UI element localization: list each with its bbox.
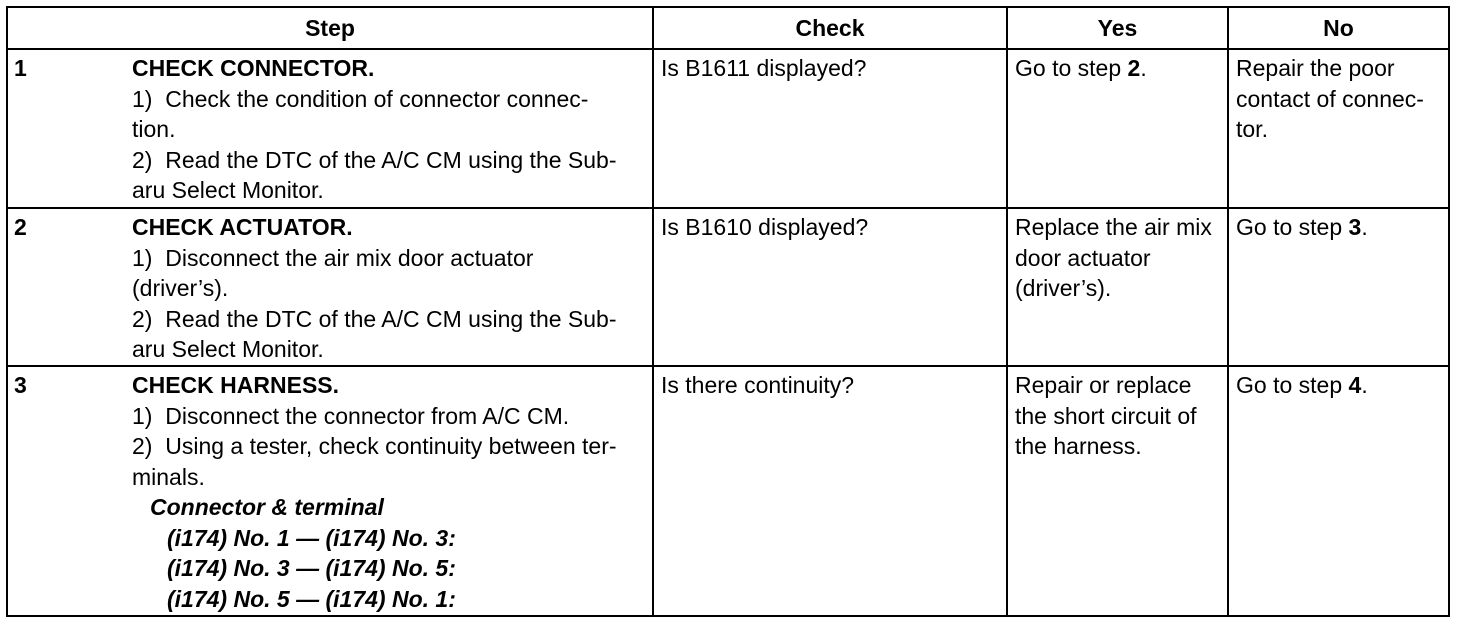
step-line: tion. (132, 116, 176, 142)
step-number: 1 (14, 55, 27, 81)
check-text: Is B1611 displayed? (661, 55, 867, 81)
step-line: 2) Read the DTC of the A/C CM using the Sub- (132, 146, 617, 173)
goto-suffix: . (1361, 214, 1368, 240)
yes-line: Repair or replace (1015, 372, 1192, 398)
step-line: minals. (132, 463, 205, 490)
step-title: CHECK HARNESS. (132, 372, 340, 398)
yes-line: door actuator (1015, 244, 1151, 271)
step-title: CHECK ACTUATOR. (132, 214, 353, 240)
check-cell (653, 208, 1007, 366)
no-cell (1228, 49, 1449, 208)
check-text: Is there continuity? (661, 372, 855, 398)
step-cell (7, 366, 653, 616)
header-yes: Yes (1007, 7, 1228, 49)
spec-heading: Connector & terminal (150, 494, 384, 520)
yes-cell (1007, 49, 1228, 208)
yes-line: (driver’s). (1015, 275, 1112, 301)
yes-cell (1007, 366, 1228, 616)
table-row (7, 49, 1449, 208)
no-text (1229, 50, 1448, 145)
step-line: 2) Using a tester, check continuity between ter- (132, 433, 617, 459)
yes-line: Replace the air mix (1015, 214, 1212, 240)
spec-item: (i174) No. 1 — (i174) No. 3: (167, 524, 456, 551)
check-cell (653, 366, 1007, 616)
table-row (7, 208, 1449, 366)
header-step: Step (7, 7, 653, 49)
step-number: 3 (14, 372, 27, 398)
no-line: contact of connec- (1236, 85, 1424, 112)
yes-text (1008, 50, 1227, 84)
check-text: Is B1610 displayed? (661, 214, 869, 240)
header-check: Check (653, 7, 1007, 49)
step-number: 2 (14, 214, 27, 240)
step-line: 1) Disconnect the connector from A/C CM. (132, 402, 570, 429)
spec-item: (i174) No. 5 — (i174) No. 1: (167, 585, 456, 612)
goto-step-number: 2 (1127, 55, 1141, 81)
step-line: (driver’s). (132, 275, 229, 301)
goto-prefix: Go to step (1236, 214, 1349, 240)
goto-step-number: 4 (1348, 372, 1362, 398)
no-line: Repair the poor (1236, 55, 1395, 81)
yes-cell (1007, 208, 1228, 366)
step-content (132, 53, 652, 206)
yes-line: the harness. (1015, 433, 1142, 459)
header-no: No (1228, 7, 1449, 49)
step-content (132, 212, 652, 365)
step-title: CHECK CONNECTOR. (132, 55, 375, 81)
step-line: 1) Disconnect the air mix door actuator (132, 244, 534, 271)
goto-suffix: . (1140, 55, 1147, 81)
no-text (1229, 209, 1448, 243)
spec-item: (i174) No. 3 — (i174) No. 5: (167, 555, 456, 581)
step-content (132, 370, 652, 614)
step-line: 2) Read the DTC of the A/C CM using the Sub- (132, 305, 617, 332)
yes-text (1008, 367, 1227, 462)
no-text (1229, 367, 1448, 401)
step-line: aru Select Monitor. (132, 336, 324, 362)
table-row (7, 366, 1449, 616)
goto-suffix: . (1361, 372, 1368, 398)
step-cell (7, 208, 653, 366)
step-cell (7, 49, 653, 208)
no-line: tor. (1236, 116, 1268, 142)
no-cell (1228, 208, 1449, 366)
procedure-table (6, 6, 1450, 617)
no-cell (1228, 366, 1449, 616)
goto-prefix: Go to step (1236, 372, 1349, 398)
yes-line: the short circuit of (1015, 402, 1197, 429)
goto-prefix: Go to step (1015, 55, 1128, 81)
check-cell (653, 49, 1007, 208)
goto-step-number: 3 (1348, 214, 1362, 240)
header-row (7, 7, 1449, 49)
step-line: aru Select Monitor. (132, 177, 324, 203)
yes-text (1008, 209, 1227, 304)
step-line: 1) Check the condition of connector connec- (132, 85, 589, 112)
